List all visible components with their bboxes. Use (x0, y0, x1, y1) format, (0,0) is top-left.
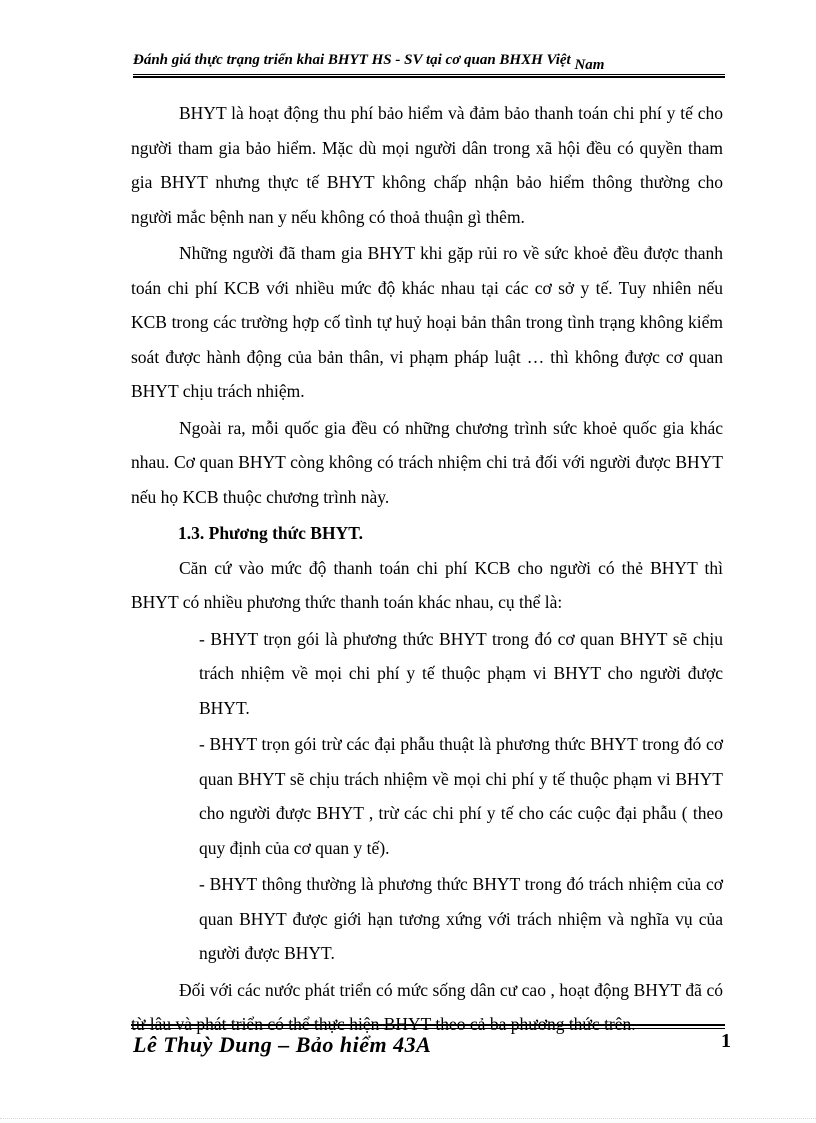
paragraph-intro: Căn cứ vào mức độ thanh toán chi phí KCB cho người có thẻ BHYT thì BHYT có nhiều phương thức thanh toán khác nhau, cụ thể là: (131, 557, 723, 612)
list-item: - BHYT thông thường là phương thức BHYT trong đó trách nhiệm của cơ quan BHYT được giới hạn tương xứng với trách nhiệm và nghĩa vụ của người được BHYT. (199, 874, 723, 963)
paragraph-bhyt-definition: BHYT là hoạt động thu phí bảo hiểm và đảm bảo thanh toán chi phí y tế cho người tham gia bảo hiểm. Mặc dù mọi người dân trong xã hội đều có quyền tham gia BHYT nhưng thực tế BHYT không chấp nhận bảo hiểm thông thường cho người mắc bệnh nan y nếu không có thoả thuận gì thêm. (131, 103, 723, 227)
header-title-main: Đánh giá thực trạng triển khai BHYT HS - SV tại cơ quan BHXH Việt (133, 52, 571, 68)
list-item: - BHYT trọn gói trừ các đại phẫu thuật là phương thức BHYT trong đó cơ quan BHYT sẽ chịu trách nhiệm về mọi chi phí y tế thuộc phạm vi BHYT cho người được BHYT , trừ các chi phí y tế cho các cuộc đại phẫu ( theo quy định của cơ quan y tế). (199, 734, 723, 858)
footer-rule-thick (131, 1024, 725, 1026)
footer-author: Lê Thuỳ Dung – Bảo hiểm 43A (133, 1032, 432, 1057)
header-rule-thick (133, 76, 725, 78)
document-body (131, 96, 723, 1044)
method-list (199, 622, 723, 971)
page-number: 1 (721, 1030, 731, 1052)
paragraph-bhyt-coverage: Những người đã tham gia BHYT khi gặp rủi ro về sức khoẻ đều được thanh toán chi phí KCB với nhiều mức độ khác nhau tại các cơ sở y tế. Tuy nhiên nếu KCB trong các trường hợp cố tình tự huỷ hoại bản thân trong tình trạng không kiểm soát được hành động của bản thân, vi phạm pháp luật … thì không được cơ quan BHYT chịu trách nhiệm. (131, 243, 723, 401)
page-bottom-border (0, 1118, 816, 1119)
paragraph-closing: Đối với các nước phát triển có mức sống dân cư cao , hoạt động BHYT đã có từ lâu và phát triển có thể thực hiện BHYT theo cả ba phương thức trên. (131, 979, 723, 1034)
paragraph-national-programs: Ngoài ra, mỗi quốc gia đều có những chương trình sức khoẻ quốc gia khác nhau. Cơ quan BHYT còng không có trách nhiệm chi trả đối với người được BHYT nếu họ KCB thuộc chương trình này. (131, 417, 723, 507)
footer-rule-thin (131, 1028, 725, 1029)
section-heading: 1.3. Phương thức BHYT. (178, 523, 363, 543)
header-rule-thin (133, 74, 725, 75)
list-item: - BHYT trọn gói là phương thức BHYT trong đó cơ quan BHYT sẽ chịu trách nhiệm về mọi chi phí y tế thuộc phạm vi BHYT cho người được BHYT. (199, 628, 723, 718)
header-title (133, 52, 725, 73)
page-header (133, 52, 725, 73)
header-title-end: Nam (574, 57, 605, 73)
